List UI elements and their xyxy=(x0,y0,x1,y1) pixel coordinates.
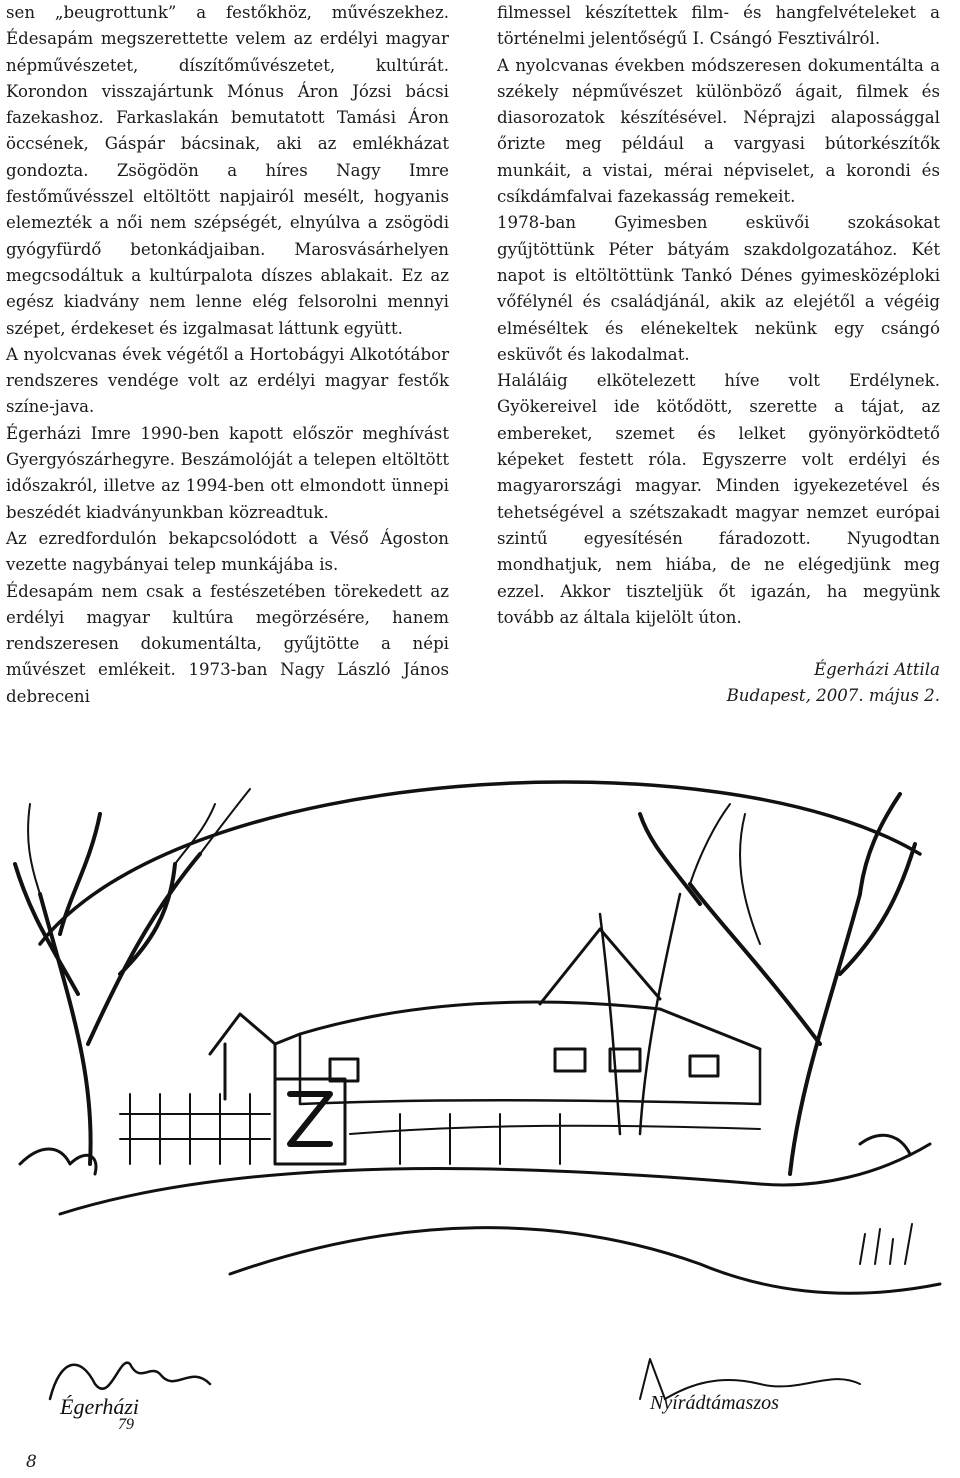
village-ink-drawing xyxy=(0,744,960,1434)
paragraph: 1978-ban Gyimesben esküvői szokásokat gyűjtöttünk Péter bátyám szakdolgozatához. Két napot is eltöltöttünk Tankó Dénes gyimesközéploki vőfélynél és családjánál, akik az elejétől a végéig elméséltek és elénekeltek nekünk egy csángó esküvőt és lakodalmat. xyxy=(497,213,940,364)
page-number: 8 xyxy=(26,1452,37,1472)
place-date: Budapest, 2007. május 2. xyxy=(726,686,940,706)
right-text-column xyxy=(497,0,940,710)
drawing-year: 79 xyxy=(118,1416,134,1433)
drawing-signature-left: Égerházi xyxy=(60,1394,140,1419)
paragraph: filmessel készítettek film- és hangfelvételeket a történelmi jelentőségű I. Csángó Fesztiválról. xyxy=(497,3,940,49)
drawing-signature-right: Nyírádtámaszos xyxy=(650,1392,779,1414)
author-signature xyxy=(497,657,940,710)
paragraph: sen „beugrottunk” a festőkhöz, művészekhez. Édesapám megszerettette velem az erdélyi magyar népművészetet, díszítőművészetet, kultúrát. Korondon visszajártunk Mónus Áron Józsi bácsi fazekashoz. Farkaslakán bemutatott Tamási Áron öccsének, Gáspár bácsinak, aki az emlékházat gondozta. Zsögödön a híres Nagy Imre festőművésszel eltöltött napjairól mesélt, hogyanis elemezték a női nem szépségét, elnyúlva a zsögödi gyógyfürdő betonkádjaiban. Marosvásárhelyen megcsodáltuk a kultúrpalota díszes ablakait. Ez az egész kiadvány nem lenne elég felsorolni mennyi szépet, érdekeset és izgalmasat láttunk együtt. xyxy=(6,3,449,338)
paragraph: Haláláig elkötelezett híve volt Erdélynek. Gyökereivel ide kötődött, szerette a tájat, az embereket, szemet és lelket gyönyörködtető képeket festett róla. Egyszerre volt erdélyi és magyarországi magyar. Minden igyekezetével és tehetségével a szétszakadt magyar nemzet európai szintű egyesítésén fáradozott. Nyugodtan mondhatjuk, nem hiába, de ne elégedjünk meg ezzel. Akkor tiszteljük őt igazán, ha megyünk tovább az általa kijelölt úton. xyxy=(497,371,940,627)
left-text-column xyxy=(6,0,449,710)
paragraph: Az ezredfordulón bekapcsolódott a Véső Ágoston vezette nagybányai telep munkájába is. xyxy=(6,528,449,575)
paragraph: A nyolcvanas években módszeresen dokumentálta a székely népművészet különböző ágait, filmek és diasorozatok készítésével. Néprajzi alapossággal őrizte meg például a vargyasi bútorkészítők munkáit, a vistai, mérai népviselet, a korondi és csíkdámfalvai fazekasság remekeit. xyxy=(497,55,940,207)
paragraph: Égerházi Imre 1990-ben kapott először meghívást Gyergyószárhegyre. Beszámolóját a telepen eltöltött időszakról, illetve az 1994-ben ott elmondott ünnepi beszédét kiadványunkban közreadtuk. xyxy=(6,423,449,522)
author-name: Égerházi Attila xyxy=(814,660,940,680)
paragraph: Édesapám nem csak a festészetében törekedett az erdélyi magyar kultúra megörzésére, hanem rendszeresen dokumentálta, gyűjtötte a népi művészet emlékeit. 1973-ban Nagy László János debreceni xyxy=(6,581,449,706)
paragraph: A nyolcvanas évek végétől a Hortobágyi Alkotótábor rendszeres vendége volt az erdélyi magyar festők színe-java. xyxy=(6,344,449,417)
